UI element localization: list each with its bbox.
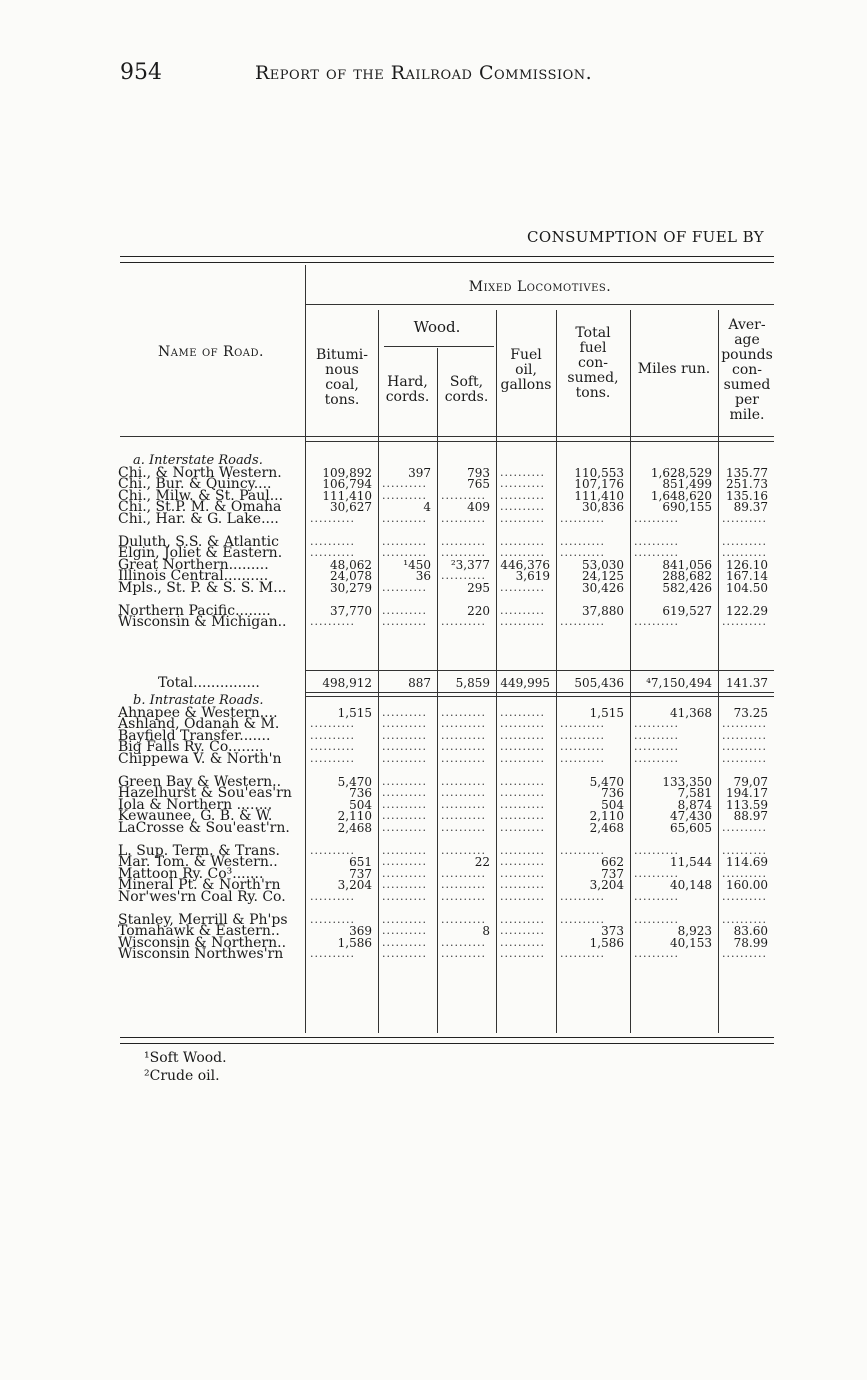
table-row-total-fuel-leader: ..........: [560, 741, 605, 754]
table-row-bituminous: 30,279: [330, 581, 372, 595]
table-row-miles-run: 11,544: [670, 855, 712, 870]
table-row-total-fuel: 373: [601, 924, 624, 939]
table-row-fuel-oil-leader: ..........: [500, 513, 545, 525]
total-row-total-fuel: 505,436: [574, 676, 624, 690]
col-line-1: [305, 265, 306, 1033]
table-row-miles-run: 8,874: [677, 797, 712, 812]
table-row-bituminous: 5,470: [337, 774, 372, 789]
table-row-hard-leader: ..........: [382, 867, 427, 880]
table-row-avg-pounds: 251.73: [726, 477, 768, 492]
table-row-hard-leader: ..........: [382, 604, 427, 617]
table-row-soft-leader: ..........: [441, 787, 486, 800]
total-row-avg-pounds: 141.37: [726, 676, 768, 690]
table-row-soft: 220: [467, 603, 490, 618]
table-row-bituminous: 737: [349, 866, 372, 881]
table-row-bituminous-leader: ..........: [310, 616, 355, 629]
table-row-bituminous-leader: ..........: [310, 844, 355, 857]
table-row-avg-pounds-leader: ..........: [722, 822, 767, 834]
table-row-hard-leader: ..........: [382, 582, 427, 594]
table-row-total-fuel-leader: ..........: [560, 718, 605, 731]
table-row-miles-run: 1,648,620: [650, 488, 712, 503]
table-row-miles-run: 41,368: [670, 705, 712, 720]
table-row-avg-pounds: 83.60: [733, 924, 768, 939]
table-row-miles-run: 841,056: [662, 557, 712, 572]
table-row-soft-leader: ..........: [441, 775, 486, 788]
table-row-hard-leader: ..........: [382, 856, 427, 869]
table-row-miles-run-leader: ..........: [634, 948, 679, 961]
table-row-avg-pounds-leader: ..........: [722, 753, 767, 765]
table-row-soft-leader: ..........: [441, 753, 486, 765]
table-row-total-fuel-leader: ..........: [560, 948, 605, 961]
table-row-bituminous-leader: ..........: [310, 741, 355, 754]
table-row-bituminous-leader: ..........: [310, 753, 355, 765]
table-row-hard-leader: ..........: [382, 948, 427, 961]
table-row-name: Duluth, S.S. & Atlantic: [118, 533, 279, 550]
table-row-miles-run: 8,923: [677, 924, 712, 939]
table-row-name: Wisconsin & Northern..: [118, 934, 287, 951]
table-row-soft-leader: ..........: [441, 718, 486, 731]
table-row-total-fuel: 1,515: [589, 705, 624, 720]
table-row-bituminous: 109,892: [322, 465, 372, 480]
table-row-total-fuel: 30,426: [582, 581, 624, 595]
table-row-fuel-oil-leader: ..........: [500, 787, 545, 800]
table-row-total-fuel: 30,836: [582, 500, 624, 515]
table-row-hard-leader: ..........: [382, 936, 427, 949]
table-row-avg-pounds: 73.25: [733, 705, 768, 720]
hard-cords-header: Hard, cords.: [385, 374, 430, 405]
table-row-hard-leader: ..........: [382, 547, 427, 560]
table-row-miles-run: 133,350: [662, 774, 712, 789]
table-row-hard: 397: [408, 465, 431, 480]
total-fuel-header: Total fuel con- sumed, tons.: [567, 325, 619, 401]
table-row-avg-pounds: 104.50: [726, 581, 768, 595]
table-row-hard-leader: ..........: [382, 844, 427, 857]
table-row-hard-leader: ..........: [382, 489, 427, 502]
table-row-miles-run-leader: ..........: [634, 547, 679, 560]
table-row-fuel-oil-leader: ..........: [500, 844, 545, 857]
table-row-miles-run-leader: ..........: [634, 844, 679, 857]
table-row-soft-leader: ..........: [441, 513, 486, 525]
page-number: 954: [120, 60, 162, 85]
table-row-fuel-oil-leader: ..........: [500, 822, 545, 834]
table-row-bituminous: 1,515: [337, 705, 372, 720]
table-row-avg-pounds-leader: ..........: [722, 913, 767, 926]
table-row-name: Chi., Bur. & Quincy....: [118, 476, 272, 493]
table-row-soft-leader: ..........: [441, 879, 486, 892]
table-row-bituminous-leader: ..........: [310, 729, 355, 742]
table-row-fuel-oil-leader: ..........: [500, 867, 545, 880]
table-row-avg-pounds-leader: ..........: [722, 535, 767, 548]
table-row-soft: 765: [467, 477, 490, 492]
table-row-name: Iola & Northern ........: [118, 796, 273, 813]
table-row-avg-pounds: 122.29: [726, 603, 768, 618]
table-row-soft: ²3,377: [450, 557, 490, 572]
table-row-fuel-oil-leader: ..........: [500, 489, 545, 502]
table-row-bituminous-leader: ..........: [310, 535, 355, 548]
table-row-total-fuel: 37,880: [582, 603, 624, 618]
section-heading-interstate: a. Interstate Roads.: [133, 453, 263, 468]
group-header-rule: [306, 304, 774, 305]
table-row-soft-leader: ..........: [441, 729, 486, 742]
table-row-fuel-oil-leader: ..........: [500, 936, 545, 949]
table-row-total-fuel-leader: ..........: [560, 547, 605, 560]
table-row-avg-pounds-leader: ..........: [722, 718, 767, 731]
table-row-bituminous-leader: ..........: [310, 513, 355, 525]
top-rule-2: [120, 262, 774, 263]
table-row-avg-pounds-leader: ..........: [722, 616, 767, 629]
table-row-total-fuel: 2,110: [589, 809, 624, 824]
wood-header-rule: [384, 346, 494, 347]
table-row-avg-pounds: 88.97: [733, 809, 768, 824]
table-row-fuel-oil-leader: ..........: [500, 948, 545, 961]
table-row-total-fuel: 110,553: [574, 465, 624, 480]
total-row-name: Total...............: [158, 675, 260, 691]
table-row-avg-pounds-leader: ..........: [722, 547, 767, 560]
table-row-name: Mar. Tom. & Western..: [118, 854, 278, 871]
total-row-soft: 5,859: [455, 676, 490, 690]
table-row-fuel-oil-leader: ..........: [500, 879, 545, 892]
table-row-name: Northern Pacific........: [118, 602, 271, 619]
header-bottom-rule-2: [306, 441, 774, 442]
table-row-soft-leader: ..........: [441, 948, 486, 961]
table-row-total-fuel-leader: ..........: [560, 844, 605, 857]
table-row-total-fuel: 3,204: [589, 878, 624, 893]
table-row-bituminous-leader: ..........: [310, 913, 355, 926]
total-row-miles-run: ⁴7,150,494: [646, 676, 712, 690]
table-row-fuel-oil-leader: ..........: [500, 535, 545, 548]
table-row-soft-leader: ..........: [441, 913, 486, 926]
table-row-miles-run-leader: ..........: [634, 513, 679, 525]
table-row-total-fuel: 737: [601, 866, 624, 881]
table-row-fuel-oil-leader: ..........: [500, 925, 545, 938]
table-row-name: Ashland, Odanah & M.: [118, 716, 280, 733]
table-row-hard-leader: ..........: [382, 810, 427, 823]
table-row-miles-run-leader: ..........: [634, 729, 679, 742]
table-row-hard-leader: ..........: [382, 787, 427, 800]
table-row-fuel-oil-leader: ..........: [500, 775, 545, 788]
table-row-hard: 4: [423, 500, 431, 515]
table-row-bituminous-leader: ..........: [310, 948, 355, 961]
table-row-hard-leader: ..........: [382, 798, 427, 811]
table-row-miles-run-leader: ..........: [634, 753, 679, 765]
table-row-fuel-oil-leader: ..........: [500, 891, 545, 903]
table-row-hard-leader: ..........: [382, 891, 427, 903]
table-row-name: Nor'wes'rn Coal Ry. Co.: [118, 889, 286, 905]
table-row-bituminous: 2,468: [337, 821, 372, 835]
table-row-total-fuel: 53,030: [582, 557, 624, 572]
table-row-fuel-oil-leader: ..........: [500, 706, 545, 719]
table-row-avg-pounds: 113.59: [726, 797, 768, 812]
total-bottom-rule-2: [306, 696, 774, 697]
table-row-avg-pounds-leader: ..........: [722, 867, 767, 880]
table-row-soft: 8: [482, 924, 490, 939]
table-row-bituminous: 504: [349, 797, 372, 812]
table-row-soft-leader: ..........: [441, 822, 486, 834]
table-row-name: Chi., Milw. & St. Paul...: [118, 487, 284, 504]
table-row-hard-leader: ..........: [382, 535, 427, 548]
table-row-name: LaCrosse & Sou'east'rn.: [118, 820, 290, 836]
table-row-soft-leader: ..........: [441, 706, 486, 719]
table-row-name: Chippewa V. & North'n: [118, 751, 282, 767]
table-row-hard-leader: ..........: [382, 775, 427, 788]
table-row-fuel-oil-leader: ..........: [500, 616, 545, 629]
col-line-4: [496, 310, 497, 1033]
total-row-fuel-oil: 449,995: [500, 676, 550, 690]
soft-cords-header: Soft, cords.: [444, 374, 489, 405]
table-row-hard-leader: ..........: [382, 513, 427, 525]
table-row-total-fuel: 111,410: [574, 488, 624, 503]
mixed-locomotives-header: Mixed Locomotives.: [468, 279, 612, 295]
table-row-miles-run: 690,155: [662, 500, 712, 515]
table-row-fuel-oil-leader: ..........: [500, 913, 545, 926]
table-row-miles-run: 40,148: [670, 878, 712, 893]
table-row-name: Wisconsin Northwes'rn: [118, 946, 284, 963]
table-row-hard-leader: ..........: [382, 741, 427, 754]
table-row-hard-leader: ..........: [382, 753, 427, 765]
table-row-soft-leader: ..........: [441, 936, 486, 949]
table-row-fuel-oil-leader: ..........: [500, 856, 545, 869]
table-row-miles-run: 619,527: [662, 603, 712, 618]
table-row-fuel-oil-leader: ..........: [500, 582, 545, 594]
total-top-rule: [306, 670, 774, 671]
table-row-avg-pounds-leader: ..........: [722, 741, 767, 754]
table-row-miles-run-leader: ..........: [634, 891, 679, 903]
table-row-avg-pounds-leader: ..........: [722, 891, 767, 903]
fuel-oil-header: Fuel oil, gallons: [500, 347, 552, 393]
table-row-name: Illinois Central..........: [118, 568, 269, 585]
table-row-miles-run-leader: ..........: [634, 741, 679, 754]
table-row-soft: 409: [467, 500, 490, 515]
avg-pounds-header: Aver- age pounds con- sumed per mile.: [721, 317, 773, 423]
table-row-name: Mineral Pt. & North'rn: [118, 877, 281, 894]
table-row-hard-leader: ..........: [382, 706, 427, 719]
table-row-avg-pounds: 79,07: [733, 774, 768, 789]
table-row-hard-leader: ..........: [382, 478, 427, 491]
table-row-fuel-oil-leader: ..........: [500, 810, 545, 823]
table-row-total-fuel: 107,176: [574, 477, 624, 492]
table-row-soft-leader: ..........: [441, 547, 486, 560]
table-row-total-fuel: 504: [601, 797, 624, 812]
total-bottom-rule: [306, 692, 774, 693]
table-row-avg-pounds-leader: ..........: [722, 729, 767, 742]
table-row-hard-leader: ..........: [382, 718, 427, 731]
table-row-hard: ¹450: [403, 557, 431, 572]
table-row-miles-run: 851,499: [662, 477, 712, 492]
table-row-name: Bayfield Transfer.......: [118, 727, 271, 744]
table-row-miles-run-leader: ..........: [634, 718, 679, 731]
table-row-total-fuel: 24,125: [582, 569, 624, 584]
table-row-hard-leader: ..........: [382, 729, 427, 742]
bottom-rule: [120, 1037, 774, 1038]
table-row-miles-run-leader: ..........: [634, 867, 679, 880]
table-row-name: Elgin, Joliet & Eastern.: [118, 545, 283, 562]
table-row-bituminous: 2,110: [337, 809, 372, 824]
table-row-avg-pounds: 78.99: [733, 935, 768, 950]
running-head: Report of the Railroad Commission.: [255, 62, 593, 84]
table-row-soft-leader: ..........: [441, 798, 486, 811]
table-row-avg-pounds: 167.14: [726, 569, 768, 584]
table-row-miles-run: 288,682: [662, 569, 712, 584]
table-row-soft-leader: ..........: [441, 616, 486, 629]
table-row-soft: 793: [467, 465, 490, 480]
table-row-miles-run: 582,426: [662, 581, 712, 595]
table-row-fuel-oil-leader: ..........: [500, 729, 545, 742]
table-row-name: Chi., St.P. M. & Omaha: [118, 499, 282, 516]
table-row-avg-pounds: 194.17: [726, 786, 768, 801]
table-row-total-fuel-leader: ..........: [560, 753, 605, 765]
table-row-hard-leader: ..........: [382, 822, 427, 834]
table-row-bituminous-leader: ..........: [310, 891, 355, 903]
table-row-total-fuel: 662: [601, 855, 624, 870]
table-row-name: Chi., Har. & G. Lake....: [118, 511, 279, 527]
table-row-soft-leader: ..........: [441, 891, 486, 903]
table-row-avg-pounds-leader: ..........: [722, 948, 767, 961]
table-row-hard-leader: ..........: [382, 913, 427, 926]
table-row-fuel-oil-leader: ..........: [500, 547, 545, 560]
table-row-miles-run: 65,605: [670, 821, 712, 835]
table-row-fuel-oil: 446,376: [500, 557, 550, 572]
table-row-name: Wisconsin & Michigan..: [118, 614, 287, 631]
table-row-miles-run: 40,153: [670, 935, 712, 950]
table-row-name: Big Falls Ry. Co........: [118, 739, 264, 756]
table-row-hard-leader: ..........: [382, 879, 427, 892]
header-bottom-rule: [120, 436, 774, 437]
table-row-fuel-oil-leader: ..........: [500, 753, 545, 765]
table-row-miles-run: 47,430: [670, 809, 712, 824]
table-row-name: Kewaunee, G. B. & W.: [118, 808, 273, 825]
table-row-bituminous-leader: ..........: [310, 718, 355, 731]
bituminous-header: Bitumi- nous coal, tons.: [316, 347, 368, 408]
table-row-avg-pounds: 160.00: [726, 878, 768, 893]
table-row-name: Tomahawk & Eastern..: [118, 923, 280, 940]
table-row-soft-leader: ..........: [441, 844, 486, 857]
table-row-name: Stanley, Merrill & Ph'ps: [118, 911, 288, 928]
table-row-hard-leader: ..........: [382, 616, 427, 629]
footnote-2: ²Crude oil.: [144, 1068, 220, 1084]
top-rule: [120, 256, 774, 257]
table-row-bituminous-leader: ..........: [310, 547, 355, 560]
table-row-soft-leader: ..........: [441, 489, 486, 502]
table-row-avg-pounds: 126.10: [726, 557, 768, 572]
table-row-name: Green Bay & Western..: [118, 773, 282, 790]
table-row-miles-run-leader: ..........: [634, 913, 679, 926]
table-row-fuel-oil-leader: ..........: [500, 466, 545, 479]
table-row-total-fuel-leader: ..........: [560, 913, 605, 926]
table-row-bituminous: 1,586: [337, 935, 372, 950]
table-row-total-fuel-leader: ..........: [560, 616, 605, 629]
table-row-avg-pounds-leader: ..........: [722, 513, 767, 525]
table-row-hard: 36: [415, 569, 431, 584]
table-row-soft-leader: ..........: [441, 810, 486, 823]
table-row-soft-leader: ..........: [441, 570, 486, 583]
table-row-name: Mattoon Ry. Co³.......: [118, 865, 264, 882]
table-row-total-fuel: 2,468: [589, 821, 624, 835]
total-row-hard: 887: [408, 676, 431, 690]
section-heading-intrastate: b. Intrastate Roads.: [133, 693, 264, 708]
table-row-bituminous: 369: [349, 924, 372, 939]
table-row-bituminous: 736: [349, 786, 372, 801]
table-row-avg-pounds: 135.77: [726, 465, 768, 480]
table-row-name: Mpls., St. P. & S. S. M...: [118, 580, 287, 596]
table-row-miles-run-leader: ..........: [634, 616, 679, 629]
table-row-bituminous: 24,078: [330, 569, 372, 584]
table-row-name: L. Sup. Term. & Trans.: [118, 842, 281, 859]
table-row-avg-pounds: 114.69: [726, 855, 768, 870]
table-row-soft-leader: ..........: [441, 741, 486, 754]
table-row-fuel-oil-leader: ..........: [500, 718, 545, 731]
section-title: CONSUMPTION OF FUEL BY: [527, 228, 765, 246]
table-row-soft-leader: ..........: [441, 867, 486, 880]
table-row-bituminous: 3,204: [337, 878, 372, 893]
table-row-name: Hazelhurst & Sou'eas'rn: [118, 785, 292, 802]
total-row-bituminous: 498,912: [322, 676, 372, 690]
table-row-fuel-oil: 3,619: [515, 569, 550, 584]
table-row-avg-pounds: 89.37: [733, 500, 768, 515]
table-row-soft-leader: ..........: [441, 535, 486, 548]
table-row-miles-run: 1,628,529: [650, 465, 712, 480]
table-row-fuel-oil-leader: ..........: [500, 501, 545, 514]
table-row-miles-run: 7,581: [677, 786, 712, 801]
wood-header: Wood.: [413, 318, 461, 336]
table-row-hard-leader: ..........: [382, 925, 427, 938]
table-row-bituminous: 111,410: [322, 488, 372, 503]
table-row-bituminous: 30,627: [330, 500, 372, 515]
col-line-2: [378, 310, 379, 1033]
table-row-total-fuel-leader: ..........: [560, 891, 605, 903]
table-row-total-fuel-leader: ..........: [560, 729, 605, 742]
table-row-avg-pounds: 135.16: [726, 488, 768, 503]
table-row-name: Chi., & North Western.: [118, 464, 282, 481]
miles-run-header: Miles run.: [637, 361, 711, 377]
table-row-total-fuel: 5,470: [589, 774, 624, 789]
table-row-bituminous: 106,794: [322, 477, 372, 492]
table-row-fuel-oil-leader: ..........: [500, 604, 545, 617]
table-row-total-fuel-leader: ..........: [560, 535, 605, 548]
table-row-total-fuel-leader: ..........: [560, 513, 605, 525]
table-row-bituminous: 37,770: [330, 603, 372, 618]
name-of-road-header: Name of Road.: [158, 344, 264, 360]
table-row-total-fuel: 736: [601, 786, 624, 801]
table-row-miles-run-leader: ..........: [634, 535, 679, 548]
table-row-total-fuel: 1,586: [589, 935, 624, 950]
table-row-soft: 22: [474, 855, 490, 870]
footnote-1: ¹Soft Wood.: [144, 1050, 227, 1066]
bottom-rule-2: [120, 1043, 774, 1044]
table-row-soft: 295: [467, 581, 490, 595]
table-row-name: Great Northern.........: [118, 556, 269, 573]
table-row-bituminous: 651: [349, 855, 372, 870]
table-row-fuel-oil-leader: ..........: [500, 478, 545, 491]
table-row-avg-pounds-leader: ..........: [722, 844, 767, 857]
table-row-name: Ahnapee & Western....: [118, 704, 278, 721]
table-row-fuel-oil-leader: ..........: [500, 741, 545, 754]
table-row-bituminous: 48,062: [330, 557, 372, 572]
table-row-fuel-oil-leader: ..........: [500, 798, 545, 811]
